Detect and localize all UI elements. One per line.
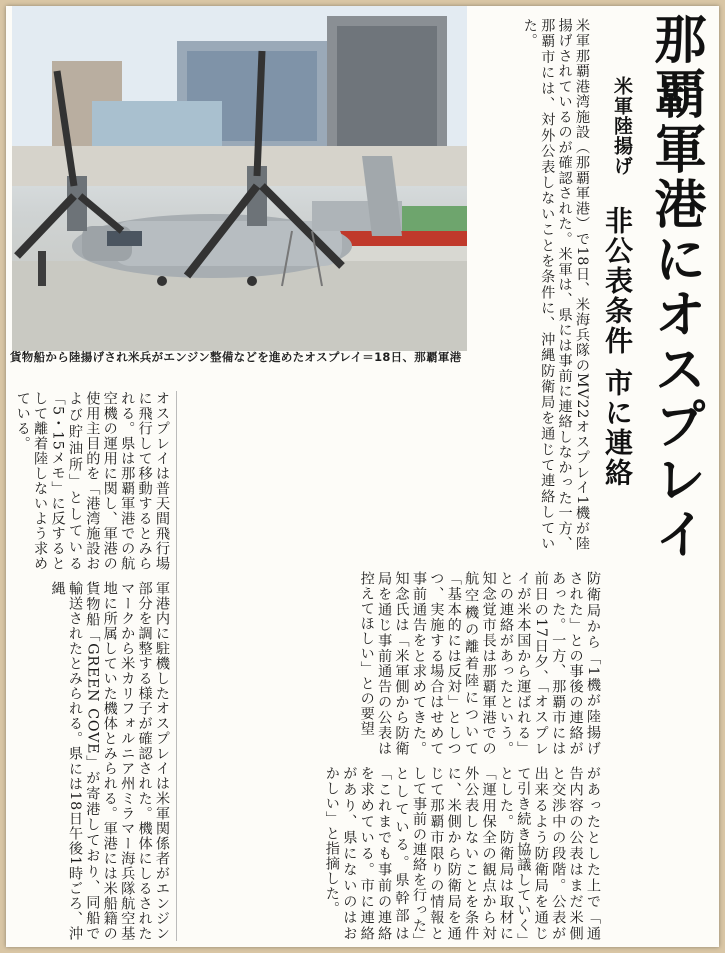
body-paragraph-3: 防衛局から「1機が陸揚げされた」との事後の連絡があった。一方、那覇市には前日の17日夕、「オスプレイが米本国から運ばれる」との連絡があったという。知念覚市長は那覇軍港での航空機の離着陸について「基本的には反対」としつつ、実施する場合はせめて事前通告をと求めてきた。知念氏は「米軍側から防衛局を通じ事前通告の公表は控えてほしい」との要望 — [358, 571, 601, 756]
subheadline-1: 米軍陸揚げ — [611, 76, 633, 176]
subheadline-2: 非公表条件 市に連絡 — [601, 206, 634, 488]
body-paragraph-4: があったとした上で「通告内容の公表はまだ米側と交渉中の段階。公表が出来るよう防衛局を通じて引き続き協議していく」とした。防衛局は取材に「運用保全の観点から対外公表しないことを条件に、米側から防衛局を通じて那覇市限りの情報として事前の連絡を行った」としている。県幹部は「これまでも事前の連絡を求めている。市に連絡があり、県にないのはおかしい」と指摘した。 — [323, 766, 601, 941]
osprey-photo — [12, 6, 467, 351]
lead-paragraph: 米軍那覇港湾施設（那覇軍港）で18日、米海兵隊のMV22オスプレイ1機が陸揚げされているのが確認された。米軍は、県には事前に連絡しなかった一方、那覇市には、対外公表しないことを条件に、沖縄防衛局を通じて連絡していた。 — [521, 18, 590, 551]
column-divider — [176, 391, 177, 941]
newspaper-clipping — [6, 6, 719, 947]
body-paragraph-2: 軍港内に駐機したオスプレイは米軍関係者がエンジン部分を調整する様子が確認された。機体にしるされたマークから米カリフォルニア州ミラマー海兵隊航空基地に所属していた機体とみられる。軍港には米船籍の貨物船「GREEN COVE」が寄港しており、同船で輸送されたとみられる。県には18日午後1時ごろ、沖縄 — [49, 581, 170, 941]
photo-caption: 貨物船から陸揚げされ米兵がエンジン整備などを進めたオスプレイ＝18日、那覇軍港 — [10, 350, 462, 364]
headline: 那覇軍港にオスプレイ — [645, 12, 705, 562]
body-paragraph-1: オスプレイは普天間飛行場に飛行して移動するとみられる。県は那覇軍港での航空機の運用に関し、軍港の使用主目的を「港湾施設および貯油所」としている「5・15メモ」に反するとして離着陸しないよう求めている。 — [14, 391, 170, 571]
